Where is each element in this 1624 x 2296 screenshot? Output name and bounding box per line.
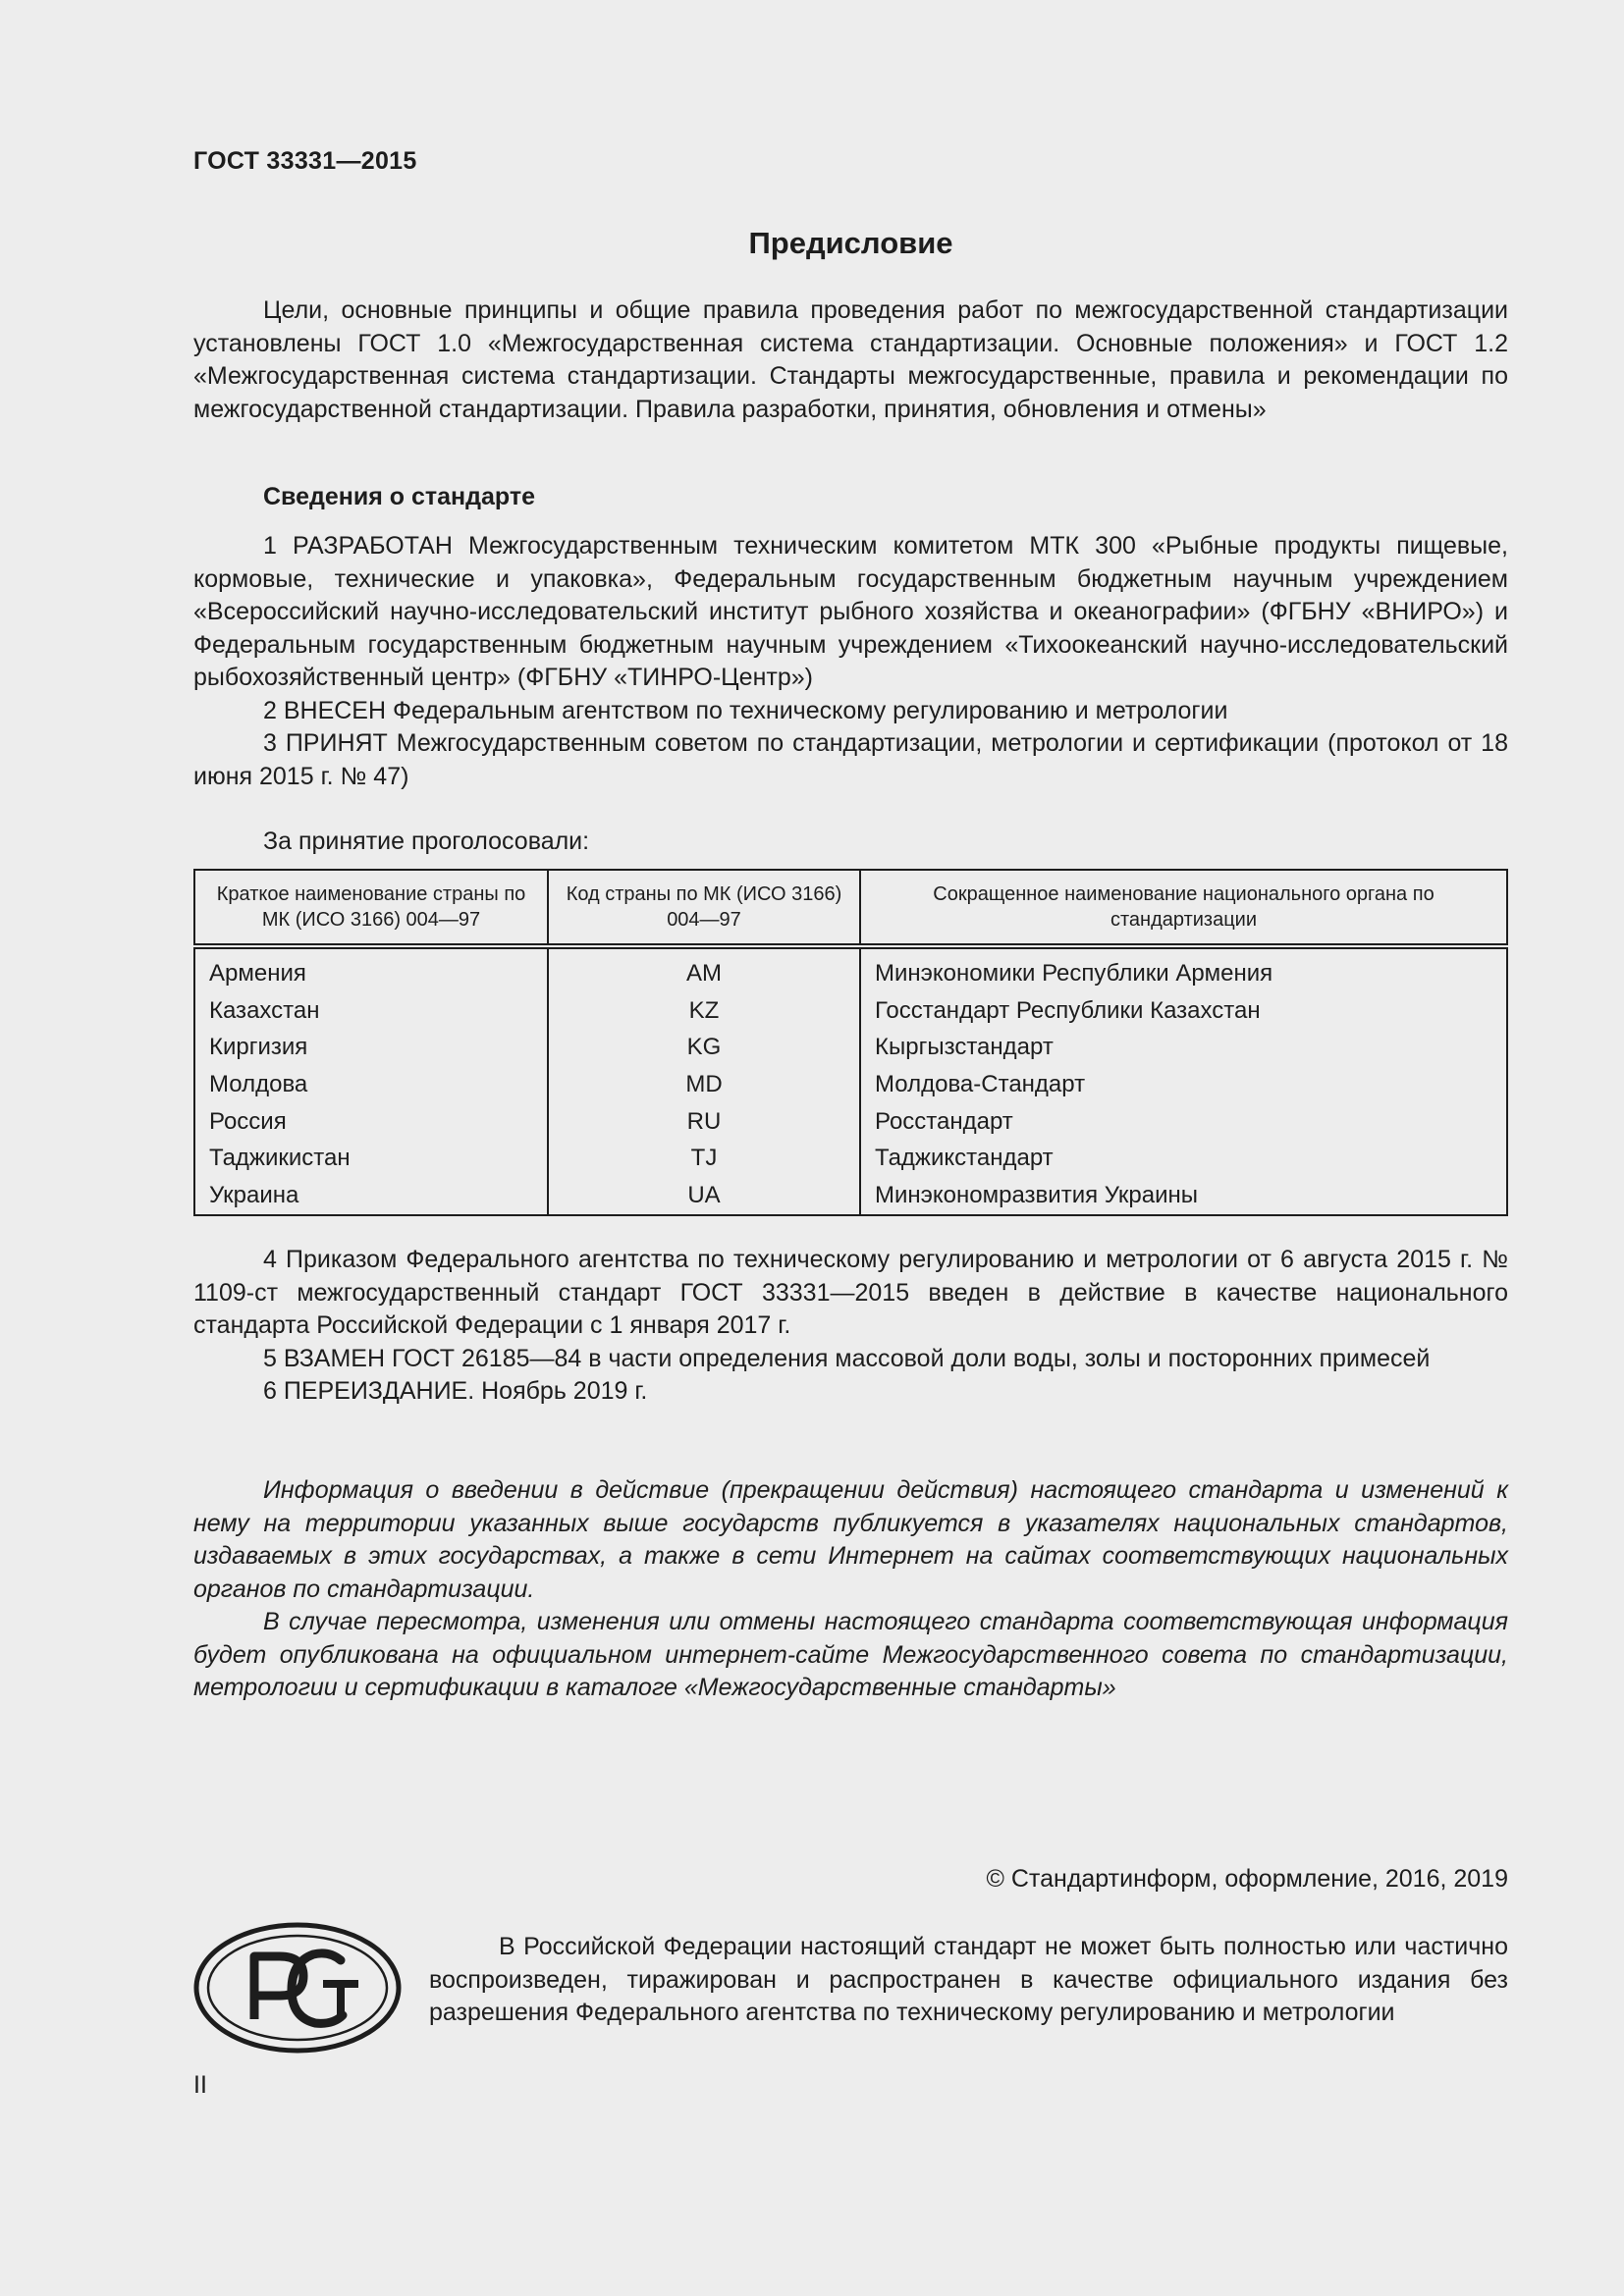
country-cell: Киргизия <box>194 1029 548 1066</box>
code-cell: RU <box>548 1103 860 1141</box>
document-page <box>193 0 1508 2296</box>
code-cell: KG <box>548 1029 860 1066</box>
country-cell: Россия <box>194 1103 548 1141</box>
body-cell: Минэкономразвития Украины <box>860 1177 1507 1215</box>
code-cell: AM <box>548 946 860 992</box>
code-cell: KZ <box>548 992 860 1030</box>
copyright-line: © Стандартинформ, оформление, 2016, 2019 <box>986 1865 1508 1893</box>
table-row <box>194 946 1507 992</box>
country-cell: Казахстан <box>194 992 548 1030</box>
item-6: 6 ПЕРЕИЗДАНИЕ. Ноябрь 2019 г. <box>263 1377 648 1405</box>
foreword-block <box>193 294 1508 426</box>
copyright-notice <box>429 1931 1508 2030</box>
item-2: 2 ВНЕСЕН Федеральным агентством по техническому регулированию и метрологии <box>263 696 1228 724</box>
code-cell: MD <box>548 1066 860 1103</box>
header-country: Краткое наименование страны по МК (ИСО 3166) 004—97 <box>194 870 548 946</box>
body-cell: Минэкономики Республики Армения <box>860 946 1507 992</box>
item-5: 5 ВЗАМЕН ГОСТ 26185—84 в части определения массовой доли воды, золы и посторонних примесей <box>263 1344 1431 1372</box>
table-row <box>194 1066 1507 1103</box>
document-id: ГОСТ 33331—2015 <box>193 147 417 175</box>
page-title: Предисловие <box>748 226 953 260</box>
code-cell: TJ <box>548 1140 860 1177</box>
voted-label: За принятие проголосовали: <box>263 828 590 855</box>
items-block-2 <box>193 1244 1508 1409</box>
country-cell: Армения <box>194 946 548 992</box>
info-paragraph-1: Информация о введении в действие (прекращении действия) настоящего стандарта и изменений к нему на территории указанных выше государств публикуется в указателях национальных стандартов, издаваемых в этих государствах, а также в сети Интернет на сайтах соответствующих национальных органов по стандартизации. <box>193 1476 1508 1603</box>
rst-logo-icon <box>193 1921 402 2055</box>
table-row <box>194 992 1507 1030</box>
item-3: 3 ПРИНЯТ Межгосударственным советом по стандартизации, метрологии и сертификации (протокол от 18 июня 2015 г. № 47) <box>193 729 1508 790</box>
table-row <box>194 1177 1507 1215</box>
body-cell: Молдова-Стандарт <box>860 1066 1507 1103</box>
item-1: 1 РАЗРАБОТАН Межгосударственным техническим комитетом МТК 300 «Рыбные продукты пищевые, кормовые, технические и упаковка», Федеральным государственным бюджетным научным учреждением «Всероссийский научно-исследовательский институт рыбного хозяйства и океанографии» (ФГБНУ «ВНИРО») и Федеральным государственным бюджетным научным учреждением «Тихоокеанский научно-исследовательский рыбохозяйственный центр» (ФГБНУ «ТИНРО-Центр») <box>193 532 1508 691</box>
body-cell: Кыргызстандарт <box>860 1029 1507 1066</box>
notice-paragraph: В Российской Федерации настоящий стандарт не может быть полностью или частично воспроизведен, тиражирован и распространен в качестве официального издания без разрешения Федерального агентства по техническому регулированию и метрологии <box>429 1933 1508 2026</box>
info-block <box>193 1474 1508 1705</box>
table-row <box>194 1103 1507 1141</box>
body-cell: Госстандарт Республики Казахстан <box>860 992 1507 1030</box>
standard-info-block <box>193 481 1508 514</box>
body-cell: Росстандарт <box>860 1103 1507 1141</box>
code-cell: UA <box>548 1177 860 1215</box>
country-cell: Украина <box>194 1177 548 1215</box>
table-row <box>194 1029 1507 1066</box>
item-4: 4 Приказом Федерального агентства по техническому регулированию и метрологии от 6 августа 2015 г. № 1109-ст межгосударственный стандарт ГОСТ 33331—2015 введен в действие в качестве национального стандарта Российской Федерации с 1 января 2017 г. <box>193 1246 1508 1339</box>
voting-table <box>193 869 1508 1216</box>
table-row <box>194 1140 1507 1177</box>
body-cell: Таджикстандарт <box>860 1140 1507 1177</box>
header-code: Код страны по МК (ИСО 3166) 004—97 <box>548 870 860 946</box>
items-block <box>193 530 1508 793</box>
country-cell: Молдова <box>194 1066 548 1103</box>
header-body: Сокращенное наименование национального органа по стандартизации <box>860 870 1507 946</box>
page-number: II <box>193 2071 207 2099</box>
section-heading: Сведения о стандарте <box>263 483 536 510</box>
table-header-row <box>194 870 1507 946</box>
intro-paragraph: Цели, основные принципы и общие правила проведения работ по межгосударственной стандартизации установлены ГОСТ 1.0 «Межгосударственная система стандартизации. Основные положения» и ГОСТ 1.2 «Межгосударственная система стандартизации. Стандарты межгосударственные, правила и рекомендации по межгосударственной стандартизации. Правила разработки, принятия, обновления и отмены» <box>193 296 1508 423</box>
voted-block <box>193 826 1508 859</box>
country-cell: Таджикистан <box>194 1140 548 1177</box>
info-paragraph-2: В случае пересмотра, изменения или отмены настоящего стандарта соответствующая информация будет опубликована на официальном интернет-сайте Межгосударственного совета по стандартизации, метрологии и сертификации в каталоге «Межгосударственные стандарты» <box>193 1608 1508 1701</box>
